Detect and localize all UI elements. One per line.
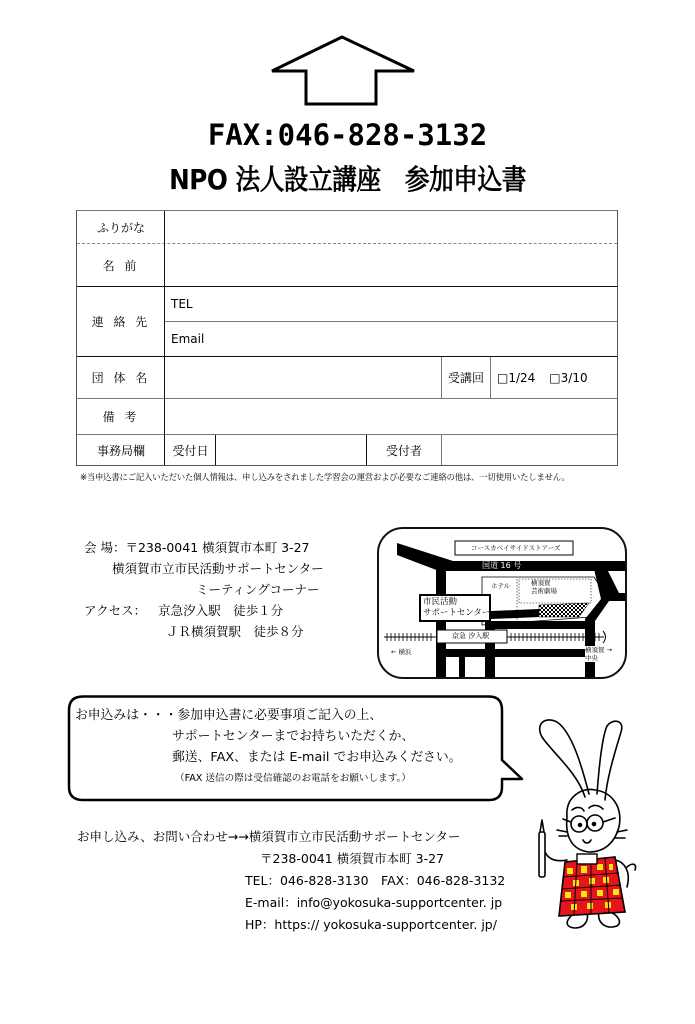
map-theater-label (531, 579, 557, 595)
email-field[interactable] (171, 322, 616, 356)
venue-name: 横須賀市立市民活動サポートセンター (112, 561, 324, 576)
map-station-label: 京急 汐入駅 (452, 632, 490, 640)
group-name-input[interactable] (166, 357, 441, 398)
furigana-label: ふりがな (96, 220, 145, 235)
application-form (76, 210, 618, 466)
contact-heading: お申し込み、お問い合わせ→→横須賀市立市民活動サポートセンター (77, 829, 461, 844)
map-yokohama-label: ← 横浜 (391, 648, 412, 656)
contact-homepage[interactable]: HP：https:// yokosuka-supportcenter. jp/ (245, 917, 497, 932)
map-center-label (423, 597, 490, 619)
fax-number-heading: FAX:046-828-3132 (207, 118, 488, 152)
bubble-note: （FAX 送信の際は受信確認のお電話をお願いします。） (175, 773, 411, 784)
received-by-field[interactable] (443, 435, 617, 465)
bubble-line-3: 郵送、FAX、または E-mail でお申込みください。 (172, 750, 462, 765)
divider (215, 435, 216, 465)
rabbit-mascot-icon (527, 712, 647, 937)
session-label: 受講回 (447, 371, 484, 385)
name-input[interactable] (166, 244, 617, 286)
contact-email[interactable]: E-mail：info@yokosuka-supportcenter. jp (245, 895, 503, 910)
divider (441, 435, 442, 465)
map-chuo-line2: 中央 (585, 654, 598, 662)
contact-address: 〒238-0041 横須賀市本町 3-27 (260, 851, 444, 866)
access-keikyu: 京急汐入駅 徒歩１分 (158, 603, 284, 618)
map-store-label: コースカベイサイドストアーズ (471, 544, 561, 552)
page-title: NPO 法人設立講座 参加申込書 (169, 163, 526, 196)
session-checkbox-0124[interactable]: □1/24 (497, 370, 536, 385)
map-chuo-line1: 横須賀 → (585, 646, 613, 654)
bubble-text (75, 705, 462, 789)
access-line-1 (84, 600, 324, 621)
access-label: アクセス： (84, 603, 147, 618)
map-route-label: 国道 16 号 (482, 561, 522, 570)
email-label: Email (171, 332, 205, 346)
venue-info (84, 537, 324, 642)
received-by-label: 受付者 (385, 443, 422, 458)
map-chuo-label (585, 646, 612, 662)
received-date-label: 受付日 (172, 443, 209, 458)
remarks-input[interactable] (166, 399, 617, 434)
up-arrow-icon (268, 33, 420, 109)
venue-room: ミーティングコーナー (196, 582, 320, 597)
session-checkbox-0310[interactable]: □3/10 (549, 370, 588, 385)
bubble-line-1: お申込みは・・・参加申込書に必要事項ご記入の上、 (75, 708, 383, 723)
map-center-line2: サポートセンター (423, 608, 491, 618)
bubble-line-2: サポートセンターまでお持ちいただくか、 (172, 729, 415, 744)
furigana-input[interactable] (166, 211, 617, 243)
map-theater-line1: 横須賀 (531, 579, 551, 587)
office-use-label: 事務局欄 (96, 443, 145, 458)
privacy-note: ※当申込書にご記入いただいた個人情報は、申し込みをされました学習会の運営および必要なご連絡の他は、一切使用いたしません。 (80, 472, 570, 482)
name-label: 名 前 (102, 258, 140, 273)
map-center-line1: 市民活動 (423, 597, 458, 607)
tel-label: TEL (171, 297, 193, 311)
tel-field[interactable] (171, 287, 616, 321)
divider (490, 357, 491, 398)
group-name-label: 団 体 名 (91, 371, 151, 385)
session-options (497, 357, 617, 398)
access-jr: ＪＲ横須賀駅 徒歩８分 (166, 624, 304, 639)
contact-label: 連 絡 先 (91, 315, 151, 329)
map-theater-line2: 芸術劇場 (531, 587, 557, 595)
received-date-field[interactable] (217, 435, 366, 465)
contact-phone: TEL：046-828-3130 FAX：046-828-3132 (245, 873, 506, 888)
contact-info (77, 826, 505, 936)
remarks-label: 備 考 (102, 410, 140, 424)
venue-address: 会 場：〒238-0041 横須賀市本町 3-27 (84, 540, 310, 555)
access-map (377, 527, 627, 679)
map-hotel-label: ホテル (491, 582, 511, 590)
